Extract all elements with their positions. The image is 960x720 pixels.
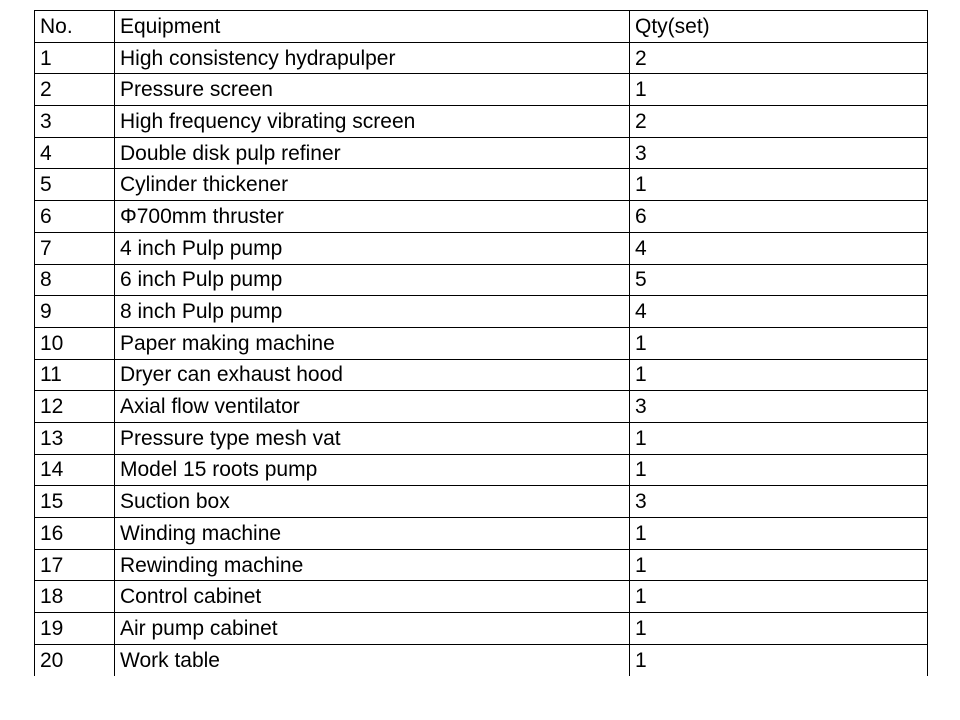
cell-no: 14: [35, 454, 115, 486]
table-header-row: [35, 11, 928, 43]
cell-no: 13: [35, 422, 115, 454]
table-body: [35, 42, 928, 676]
table-row: [35, 359, 928, 391]
cell-no: 2: [35, 74, 115, 106]
table-row: [35, 137, 928, 169]
cell-equipment: Cylinder thickener: [115, 169, 630, 201]
cell-equipment: Double disk pulp refiner: [115, 137, 630, 169]
cell-qty: 1: [630, 74, 928, 106]
cell-no: 19: [35, 613, 115, 645]
equipment-table: [34, 10, 928, 676]
table-row: [35, 42, 928, 74]
table-row: [35, 486, 928, 518]
cell-qty: 5: [630, 264, 928, 296]
cell-qty: 2: [630, 42, 928, 74]
table-row: [35, 264, 928, 296]
table-row: [35, 296, 928, 328]
cell-no: 7: [35, 232, 115, 264]
cell-equipment: 6 inch Pulp pump: [115, 264, 630, 296]
table-row: [35, 422, 928, 454]
cell-no: 6: [35, 201, 115, 233]
cell-equipment: Model 15 roots pump: [115, 454, 630, 486]
cell-qty: 1: [630, 581, 928, 613]
table-row: [35, 518, 928, 550]
cell-equipment: Air pump cabinet: [115, 613, 630, 645]
table-row: [35, 201, 928, 233]
cell-qty: 2: [630, 106, 928, 138]
cell-equipment: 4 inch Pulp pump: [115, 232, 630, 264]
cell-equipment: Dryer can exhaust hood: [115, 359, 630, 391]
cell-qty: 3: [630, 137, 928, 169]
cell-qty: 1: [630, 613, 928, 645]
cell-no: 9: [35, 296, 115, 328]
cell-qty: 1: [630, 454, 928, 486]
cell-qty: 1: [630, 518, 928, 550]
cell-equipment: 8 inch Pulp pump: [115, 296, 630, 328]
cell-no: 4: [35, 137, 115, 169]
cell-qty: 1: [630, 169, 928, 201]
table-row: [35, 613, 928, 645]
table-row: [35, 74, 928, 106]
table-row: [35, 454, 928, 486]
cell-no: 18: [35, 581, 115, 613]
cell-no: 8: [35, 264, 115, 296]
cell-no: 17: [35, 549, 115, 581]
cell-qty: 1: [630, 422, 928, 454]
cell-no: 11: [35, 359, 115, 391]
table-row: [35, 549, 928, 581]
table-row: [35, 327, 928, 359]
table-row: [35, 644, 928, 676]
cell-equipment: Work table: [115, 644, 630, 676]
cell-equipment: Pressure screen: [115, 74, 630, 106]
table-row: [35, 581, 928, 613]
cell-equipment: High frequency vibrating screen: [115, 106, 630, 138]
cell-equipment: Axial flow ventilator: [115, 391, 630, 423]
header-qty: Qty(set): [630, 11, 928, 43]
cell-equipment: Pressure type mesh vat: [115, 422, 630, 454]
cell-qty: 4: [630, 296, 928, 328]
cell-no: 15: [35, 486, 115, 518]
cell-qty: 4: [630, 232, 928, 264]
table-row: [35, 391, 928, 423]
cell-equipment: Rewinding machine: [115, 549, 630, 581]
cell-no: 1: [35, 42, 115, 74]
cell-equipment: Winding machine: [115, 518, 630, 550]
cell-qty: 1: [630, 359, 928, 391]
header-no: No.: [35, 11, 115, 43]
cell-no: 5: [35, 169, 115, 201]
cell-no: 12: [35, 391, 115, 423]
cell-equipment: Φ700mm thruster: [115, 201, 630, 233]
cell-qty: 3: [630, 486, 928, 518]
cell-equipment: Suction box: [115, 486, 630, 518]
cell-qty: 6: [630, 201, 928, 233]
table-row: [35, 232, 928, 264]
cell-qty: 1: [630, 327, 928, 359]
table-row: [35, 106, 928, 138]
cell-equipment: High consistency hydrapulper: [115, 42, 630, 74]
cell-qty: 1: [630, 549, 928, 581]
cell-equipment: Control cabinet: [115, 581, 630, 613]
cell-no: 20: [35, 644, 115, 676]
cell-equipment: Paper making machine: [115, 327, 630, 359]
cell-no: 3: [35, 106, 115, 138]
cell-qty: 1: [630, 644, 928, 676]
cell-no: 10: [35, 327, 115, 359]
cell-no: 16: [35, 518, 115, 550]
cell-qty: 3: [630, 391, 928, 423]
header-equipment: Equipment: [115, 11, 630, 43]
table-row: [35, 169, 928, 201]
